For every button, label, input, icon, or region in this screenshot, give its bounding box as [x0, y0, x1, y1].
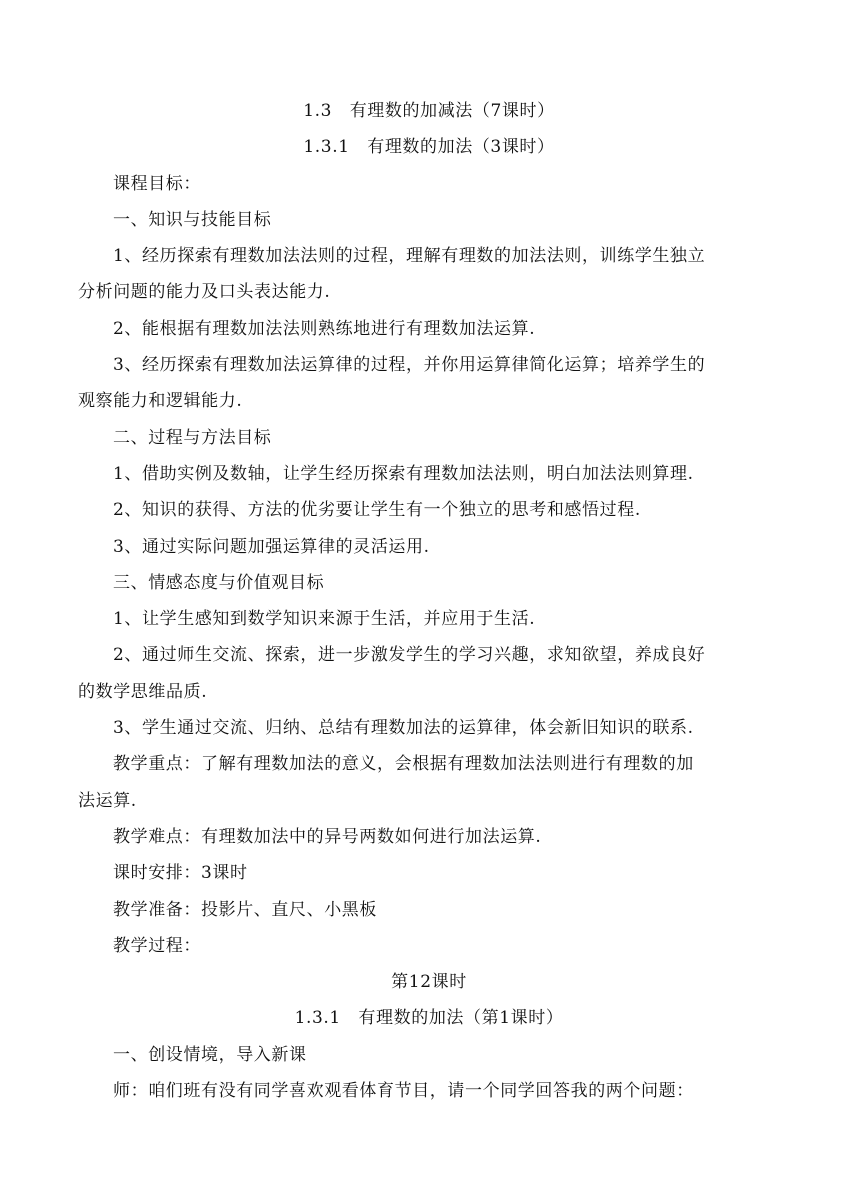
lesson-number: 第12课时: [391, 972, 467, 993]
paragraph-line: 3、学生通过交流、归纳、总结有理数加法的运算律，体会新旧知识的联系.: [113, 718, 694, 739]
preparation-line: 教学准备：投影片、直尺、小黑板: [113, 899, 377, 920]
difficulty-line: 教学难点：有理数加法中的异号两数如何进行加法运算.: [113, 826, 542, 847]
schedule-line: 课时安排：3课时: [113, 863, 248, 884]
process-label: 教学过程：: [113, 935, 201, 956]
goals-label: 课程目标：: [113, 173, 201, 194]
section-heading: 一、知识与技能目标: [113, 209, 272, 230]
lesson-title: 1.3.1 有理数的加法（第1课时）: [294, 1008, 564, 1029]
paragraph-line: 3、通过实际问题加强运算律的灵活运用.: [113, 536, 430, 557]
paragraph-line: 2、能根据有理数加法法则熟练地进行有理数加法运算.: [113, 318, 536, 339]
doc-subtitle: 1.3.1 有理数的加法（3课时）: [303, 137, 555, 158]
doc-title: 1.3 有理数的加减法（7课时）: [303, 101, 555, 121]
paragraph-line: 师：咱们班有没有同学喜欢观看体育节目，请一个同学回答我的两个问题：: [113, 1081, 694, 1102]
key-points-line: 教学重点：了解有理数加法的意义，会根据有理数加法法则进行有理数的加: [113, 754, 694, 775]
section-heading: 一、创设情境，导入新课: [113, 1044, 307, 1065]
paragraph-line: 1、让学生感知到数学知识来源于生活，并应用于生活.: [113, 609, 536, 630]
paragraph-line: 3、经历探索有理数加法运算律的过程，并你用运算律简化运算；培养学生的: [113, 355, 706, 376]
paragraph-line: 1、经历探索有理数加法法则的过程，理解有理数的加法法则，训练学生独立: [113, 246, 706, 267]
section-heading: 二、过程与方法目标: [113, 427, 272, 448]
paragraph-line: 1、借助实例及数轴，让学生经历探索有理数加法法则，明白加法法则算理.: [113, 463, 694, 484]
paragraph-line: 2、通过师生交流、探索，进一步激发学生的学习兴趣，求知欲望，养成良好: [113, 645, 706, 666]
section-heading: 三、情感态度与价值观目标: [113, 572, 325, 593]
paragraph-line: 的数学思维品质.: [78, 681, 208, 702]
key-points-line: 法运算.: [78, 790, 137, 811]
paragraph-line: 分析问题的能力及口头表达能力.: [78, 282, 331, 303]
paragraph-line: 观察能力和逻辑能力.: [78, 391, 243, 412]
paragraph-line: 2、知识的获得、方法的优劣要让学生有一个独立的思考和感悟过程.: [113, 500, 641, 521]
